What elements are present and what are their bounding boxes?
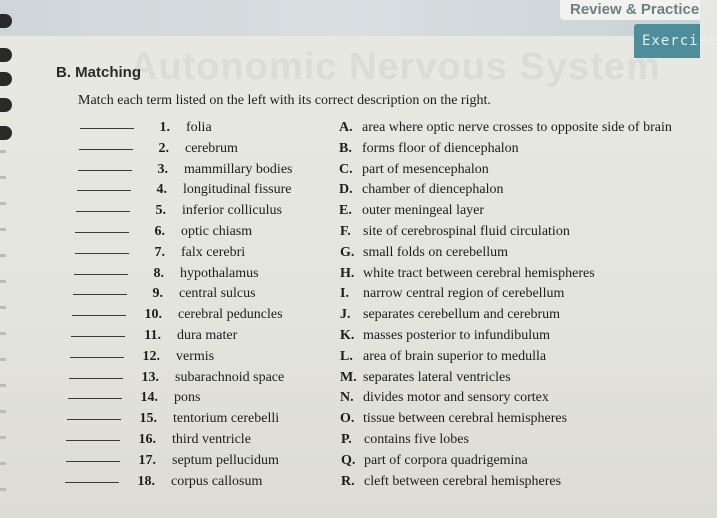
- answer-blank[interactable]: [70, 357, 124, 358]
- description-letter: O.: [340, 411, 355, 426]
- description-text: contains five lobes: [364, 432, 469, 447]
- review-practice-tab: Review & Practice: [560, 0, 700, 20]
- term-text: folia: [186, 120, 212, 135]
- description-letter: A.: [339, 120, 353, 135]
- description-letter: L.: [340, 349, 353, 364]
- description-text: narrow central region of cerebellum: [363, 286, 565, 301]
- description-letter: C.: [339, 162, 353, 177]
- matching-row: [0, 160, 700, 180]
- term-text: corpus callosum: [171, 474, 263, 489]
- answer-blank[interactable]: [69, 378, 123, 379]
- description-letter: I.: [340, 286, 349, 301]
- description-letter: F.: [340, 224, 351, 239]
- matching-row: [0, 201, 700, 221]
- exercise-tab: Exercise: [634, 24, 700, 58]
- matching-row: [0, 243, 700, 263]
- answer-blank[interactable]: [73, 294, 127, 295]
- answer-blank[interactable]: [76, 211, 130, 212]
- term-text: septum pellucidum: [172, 453, 279, 468]
- description-text: tissue between cerebral hemispheres: [363, 411, 568, 426]
- term-text: mammillary bodies: [184, 162, 293, 177]
- description-letter: B.: [339, 141, 352, 156]
- term-number: 5.: [155, 203, 166, 218]
- matching-row: [0, 430, 700, 450]
- answer-blank[interactable]: [67, 419, 121, 420]
- term-text: longitudinal fissure: [183, 182, 292, 197]
- term-text: falx cerebri: [181, 245, 246, 260]
- description-text: area of brain superior to medulla: [363, 349, 547, 364]
- answer-blank[interactable]: [66, 440, 120, 441]
- binding-coil: [0, 48, 12, 62]
- binding-coil: [0, 98, 12, 112]
- description-letter: Q.: [341, 453, 356, 468]
- answer-blank[interactable]: [80, 128, 134, 129]
- binding-coil: [0, 72, 12, 86]
- matching-row: [0, 368, 700, 388]
- term-text: cerebrum: [185, 141, 238, 156]
- term-text: tentorium cerebelli: [173, 411, 280, 426]
- matching-row: [0, 347, 700, 367]
- term-number: 17.: [138, 453, 156, 468]
- term-number: 13.: [141, 370, 159, 385]
- description-text: small folds on cerebellum: [363, 245, 509, 260]
- term-number: 6.: [154, 224, 165, 239]
- description-letter: J.: [340, 307, 351, 322]
- description-letter: D.: [339, 182, 353, 197]
- answer-blank[interactable]: [66, 461, 120, 462]
- term-number: 11.: [144, 328, 161, 343]
- faded-chapter-watermark: Autonomic Nervous System: [130, 46, 661, 88]
- instructions: Match each term listed on the left with its correct description on the right.: [78, 93, 491, 108]
- term-text: vermis: [176, 349, 215, 364]
- answer-blank[interactable]: [75, 232, 129, 233]
- term-text: optic chiasm: [181, 224, 253, 239]
- answer-blank[interactable]: [74, 274, 128, 275]
- section-title: B. Matching: [56, 64, 141, 81]
- term-number: 8.: [153, 266, 164, 281]
- matching-row: [0, 264, 700, 284]
- description-text: area where optic nerve crosses to opposite side of brain: [362, 120, 672, 135]
- description-letter: R.: [341, 474, 355, 489]
- term-number: 9.: [152, 286, 163, 301]
- description-text: chamber of diencephalon: [362, 182, 504, 197]
- matching-row: [0, 222, 700, 242]
- term-number: 4.: [156, 182, 167, 197]
- description-letter: H.: [340, 266, 355, 281]
- matching-row: [0, 284, 700, 304]
- term-number: 15.: [139, 411, 157, 426]
- answer-blank[interactable]: [77, 190, 131, 191]
- description-letter: N.: [340, 390, 354, 405]
- description-text: outer meningeal layer: [362, 203, 485, 218]
- matching-row: [0, 118, 700, 138]
- answer-blank[interactable]: [65, 482, 119, 483]
- term-number: 12.: [142, 349, 160, 364]
- answer-blank[interactable]: [75, 253, 129, 254]
- description-letter: K.: [340, 328, 355, 343]
- term-text: pons: [174, 390, 201, 405]
- answer-blank[interactable]: [71, 336, 125, 337]
- description-text: separates lateral ventricles: [363, 370, 511, 385]
- term-text: cerebral peduncles: [178, 307, 283, 322]
- description-letter: P.: [341, 432, 352, 447]
- matching-row: [0, 180, 700, 200]
- description-text: forms floor of diencephalon: [362, 141, 519, 156]
- answer-blank[interactable]: [72, 315, 126, 316]
- term-number: 2.: [158, 141, 169, 156]
- term-number: 18.: [137, 474, 155, 489]
- matching-row: [0, 388, 700, 408]
- description-text: part of mesencephalon: [362, 162, 489, 177]
- term-text: dura mater: [177, 328, 238, 343]
- matching-row: [0, 451, 700, 471]
- matching-row: [0, 472, 700, 492]
- description-text: site of cerebrospinal fluid circulation: [363, 224, 570, 239]
- term-number: 3.: [157, 162, 168, 177]
- description-text: separates cerebellum and cerebrum: [363, 307, 561, 322]
- term-number: 14.: [140, 390, 158, 405]
- term-number: 1.: [159, 120, 170, 135]
- description-letter: E.: [339, 203, 352, 218]
- description-text: part of corpora quadrigemina: [364, 453, 528, 468]
- matching-row: [0, 409, 700, 429]
- answer-blank[interactable]: [79, 149, 133, 150]
- description-text: white tract between cerebral hemispheres: [363, 266, 595, 281]
- answer-blank[interactable]: [78, 170, 132, 171]
- description-letter: M.: [340, 370, 357, 385]
- term-text: inferior colliculus: [182, 203, 282, 218]
- description-text: divides motor and sensory cortex: [363, 390, 549, 405]
- term-number: 16.: [138, 432, 156, 447]
- term-number: 10.: [144, 307, 162, 322]
- term-text: third ventricle: [172, 432, 251, 447]
- matching-row: [0, 139, 700, 159]
- matching-row: [0, 305, 700, 325]
- matching-row: [0, 326, 700, 346]
- description-letter: G.: [340, 245, 355, 260]
- description-text: cleft between cerebral hemispheres: [364, 474, 562, 489]
- term-text: hypothalamus: [180, 266, 259, 281]
- term-text: subarachnoid space: [175, 370, 285, 385]
- term-text: central sulcus: [179, 286, 256, 301]
- term-number: 7.: [154, 245, 165, 260]
- description-text: masses posterior to infundibulum: [363, 328, 551, 343]
- answer-blank[interactable]: [68, 398, 122, 399]
